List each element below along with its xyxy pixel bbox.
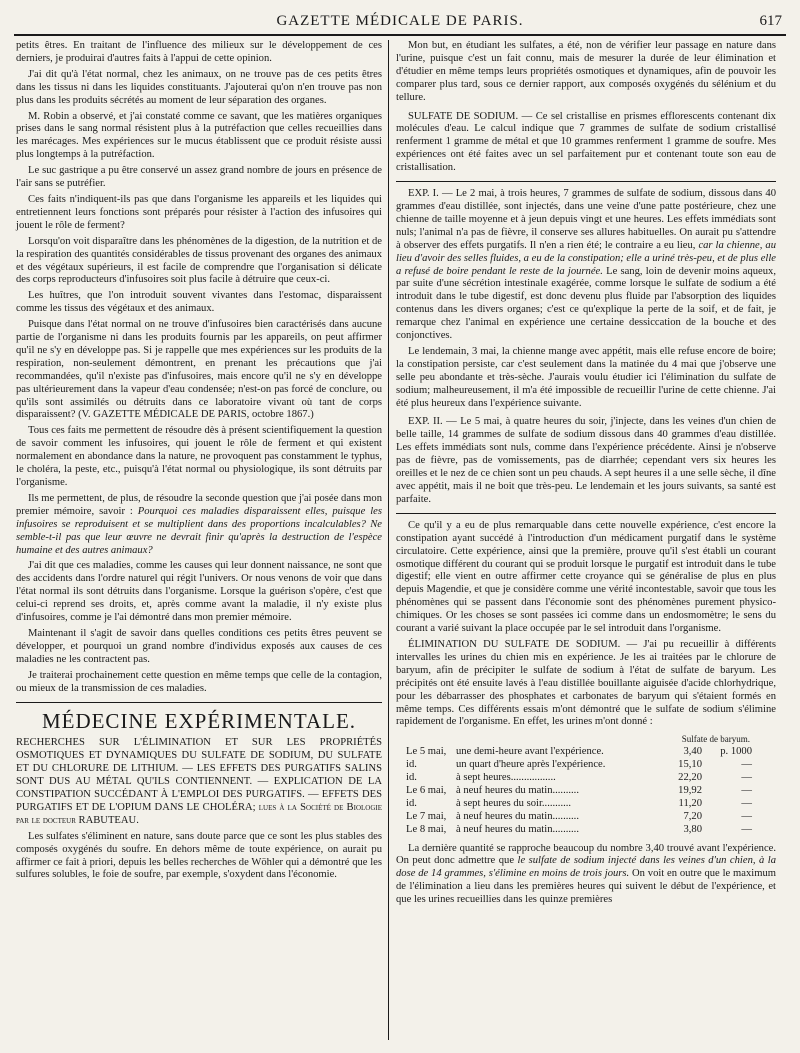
paragraph: Tous ces faits me permettent de résoudre dès à présent scientifiquement la question de savoir comment les infusoires, qui jouent le rôle de ferment et qui existent normalement en abondance dans la nature, ne provoquent pas constamment le typhus, le choléra, la peste, etc., puisqu'à l'état normal ou physiologique, ils sont détruits par l'organisme. xyxy=(16,425,382,488)
table-cell-unit: — xyxy=(741,759,752,771)
elimination-paragraph xyxy=(396,639,776,729)
divider-rule xyxy=(396,181,776,182)
table-cell-time: un quart d'heure après l'expérience. xyxy=(456,759,606,771)
sulfate-table xyxy=(406,733,776,836)
journal-title: GAZETTE MÉDICALE DE PARIS. xyxy=(276,13,524,29)
paragraph: Puisque dans l'état normal on ne trouve d'infusoires bien caractérisés dans aucune partie de l'organisme ni dans les produits fournis par les appareils, on peut affirmer qu'il ne s'y en développe pas. Si je rappelle que mes expériences sur les produits de la respiration, non-seulement démontrent, en prenant les précautions que j'ai recommandées, qu'il n'existe pas d'infusoires, mais encore qu'il ne s'y en développe pas ultérieurement dans la vapeur d'eau condensée; n'est-on pas forcé de conclure, ou qu'ils sont assimilés ou détruits dans ce laboratoire vivant où tant de corps disparaissent? (V. GAZETTE MÉDICALE DE PARIS, octobre 1867.) xyxy=(16,319,382,421)
table-row xyxy=(406,772,776,785)
table-cell-date: Le 5 mai, xyxy=(406,746,447,758)
table-cell-unit: — xyxy=(741,810,752,822)
table-cell-time: à sept heures du soir........... xyxy=(456,797,572,809)
table-cell-value: 3,40 xyxy=(683,746,702,758)
table-row xyxy=(406,785,776,798)
paragraph: Maintenant il s'agit de savoir dans quelles conditions ces petits êtres peuvent se développer, et pourquoi un grand nombre d'individus exposés aux causes de ces maladies ne les contractent pas. xyxy=(16,627,382,665)
table-row xyxy=(406,746,776,759)
paragraph: Lorsqu'on voit disparaître dans les phénomènes de la digestion, de la nutrition et de la respiration des quantités considérables de tissus provenant des organes des animaux et des végétaux supérieurs, il est facile de comprendre que l'organisation si délicate des corps reproducteurs d'infusoires soit plus facile à détruire que ceux-ci. xyxy=(16,235,382,286)
exp1-text-a: — Le 2 mai, à trois heures, 7 grammes de sulfate de sodium, dissous dans 40 grammes d'eau distillée, sont injectés, dans une veine d'une patte postérieure, chez une chienne de taille moyenne et à jeun depuis vingt et une heures. Les effets immédiats sont nuls; l'animal n'a pas de fièvre, il conserve ses allures habituelles. On aurait pu s'attendre à observer des effets purgatifs. Il n'en a rien été; le contraire a eu lieu, xyxy=(396,188,776,251)
right-column xyxy=(396,40,776,910)
table-cell-date: Le 7 mai, xyxy=(406,810,447,822)
table-cell-date: id. xyxy=(406,759,417,771)
table-cell-time: à neuf heures du matin.......... xyxy=(456,784,579,796)
table-cell-date: id. xyxy=(406,797,417,809)
table-cell-time: à sept heures................. xyxy=(456,772,556,784)
exp1-label: EXP. I. xyxy=(408,188,439,200)
table-cell-date: Le 6 mai, xyxy=(406,784,447,796)
table-cell-unit: — xyxy=(741,772,752,784)
table-cell-value: 15,10 xyxy=(678,759,702,771)
table-cell-unit: — xyxy=(741,797,752,809)
table-row xyxy=(406,811,776,824)
paragraph: Le suc gastrique a pu être conservé un assez grand nombre de jours en présence de l'air sans se putréfier. xyxy=(16,165,382,190)
paragraph: Ces faits n'indiquent-ils pas que dans l'organisme les appareils et les liquides qui entretiennent leurs fonctions sont préparés pour résister à l'action des infusoires qui jouent le rôle de ferment? xyxy=(16,193,382,231)
conclusion-text-b: On voit en outre que le maximum de l'élimination a lieu dans les premières heures qui suivent le début de l'expérience, et que les urines recueillies dans les quinze premières xyxy=(396,868,776,906)
paragraph: J'ai dit que ces maladies, comme les causes qui leur donnent naissance, ne sont que des accidents dans l'ordre naturel qui régit l'univers. Or nous venons de voir que dans l'état normal ils sont détruits dans l'organisme. Lorsque la guérison s'opère, c'est que celui-ci reprend ses droits, et, après comme avant la maladie, il n'y existe plus d'infusoires, comme je l'ai démontré dans mon premier mémoire. xyxy=(16,560,382,624)
paragraph: Mon but, en étudiant les sulfates, a été, non de vérifier leur passage en nature dans l'urine, puisque c'est un fait connu, mais de mesurer la durée de leur élimination et d'étudier en même temps leurs propriétés osmotiques et dynamiques, afin de pouvoir les comparer plus tard, sous ce dernier rapport, aux composés oxygénés du sélénium et du tellure. xyxy=(396,40,776,103)
table-cell-value: 22,20 xyxy=(678,772,702,784)
exp1-italic: car la chienne, au lieu d'avoir des selles fluides, a eu de la constipation; elle a uriné très-peu, et de plus elle a refusé de boire pendant le reste de la journée. xyxy=(396,239,776,277)
exp2-text: — Le 5 mai, à quatre heures du soir, j'injecte, dans les veines d'un chien de belle taille, 14 grammes de sulfate de sodium dissous dans 40 grammes d'eau distillée. Les effets immédiats sont nuls, comme dans l'expérience précédente. Ainsi je n'observe pas de fièvre, pas de vomissements, pas de diarrhée; cependant vers six heures les oreilles et le nez de ce chien sont un peu chauds. A sept heures il a une selle sèche, il dîne avec appétit, mais il ne boit que très-peu. Le lendemain et les jours suivants, sa santé est parfaite. xyxy=(396,416,776,505)
exp2-label: EXP. II. xyxy=(408,416,443,428)
sulfate-label: SULFATE DE SODIUM. xyxy=(408,110,519,122)
question-italic: Pourquoi ces maladies disparaissent elles, puisque les infusoires se reproduisent et se multiplient dans des proportions incalculables? Ne semble-t-il pas que leur œuvre ne devrait finir qu'après la destruction de l'espèce humaine et des autres animaux? xyxy=(16,505,382,556)
experiment-1 xyxy=(396,188,776,343)
article-subtitle: RECHERCHES SUR L'ÉLIMINATION ET SUR LES PROPRIÉTÉS OSMOTIQUES ET DYNAMIQUES DU SULFATE DE SODIUM, DU SULFATE ET DU CHLORURE DE LITHIUM. — LES EFFETS DES PURGATIFS SALINS SONT DUS AU MÉTAL QU'ILS CONTIENNENT. — EXPLICATION DE LA CONSTIPATION SUCCÉDANT À L'EMPLOI DES PURGATIFS. — EFFETS DES PURGATIFS ET DE L'OPIUM DANS LE CHOLÉRA; lues à la Société de Biologie par le docteur RABUTEAU. xyxy=(16,737,382,826)
conclusion-text-a: La dernière quantité se rapproche beaucoup du nombre 3,40 trouvé avant l'expérience. On peut donc admettre que xyxy=(396,842,776,867)
page-header xyxy=(14,10,786,36)
paragraph: Les sulfates s'éliminent en nature, sans doute parce que ce sont les plus stables des composés oxygénés du soufre. En dehors même de toute expérience, on aurait pu affirmer ce fait à priori, depuis les belles recherches de Wöhler qui a démontré que les sulfures solubles, le foie de soufre, par exemple, s'oxydent dans l'économie. xyxy=(16,830,382,881)
section-title: MÉDECINE EXPÉRIMENTALE. xyxy=(41,708,357,733)
paragraph: Le lendemain, 3 mai, la chienne mange avec appétit, mais elle refuse encore de boire; la constipation persiste, car c'est seulement dans la matinée du 4 mai que j'observe une selle peu abondante et très-sèche. J'aurais voulu étudier ici l'élimination du sulfate de sodium; malheureusement, il m'a été impossible de recueillir l'urine de cette chienne. J'ai été plus heureux dans l'expérience suivante. xyxy=(396,345,776,409)
table-cell-value: 19,92 xyxy=(678,784,702,796)
conclusion-italic: le sulfate de sodium injecté dans les veines d'un chien, à la dose de 14 grammes, s'élimine en moins de trois jours. xyxy=(396,855,777,880)
paragraph: petits êtres. En traitant de l'influence des milieux sur le développement de ces derniers, je produirai d'autres faits à l'appui de cette opinion. xyxy=(16,40,382,64)
exp1-text-b: Le sang, loin de devenir moins aqueux, par suite d'une sécrétion intestinale exagérée, comme lorsque le sulfate de sodium a été introduit dans le tube digestif, est donc devenu plus fluide par l'absorption des liquides contenus dans les divers organes; c'est ce qu'explique la perte de la soif, et de fait, je remarque chez l'animal en expérience une certaine dessiccation de la bouche et des conjonctives. xyxy=(396,265,776,342)
table-cell-value: 11,20 xyxy=(678,797,702,809)
table-cell-unit: — xyxy=(741,823,752,835)
paragraph: J'ai dit qu'à l'état normal, chez les animaux, on ne trouve pas de ces petits êtres dans les tissus ni dans les liquides constituants. J'ajouterai qu'on n'en trouve pas non plus dans les produits sécrétés au moment de leur séparation des organes. xyxy=(16,68,382,106)
column-divider xyxy=(388,40,389,1040)
page-number: 617 xyxy=(759,13,782,29)
table-cell-unit: — xyxy=(741,784,752,796)
table-row xyxy=(406,824,776,837)
table-cell-date: Le 8 mai, xyxy=(406,823,447,835)
sulfate-text: — Ce sel cristallise en prismes efflorescents contenant dix molécules d'eau. Le calcul indique que 7 grammes de sulfate de sodium cristallisé renferment 1 gramme de métal et que 10 grammes renferment 1 gramme de soufre. Mes expériences ont été faites avec un sel parfaitement pur et contenant toute son eau de cristallisation. xyxy=(396,110,776,174)
table-cell-unit: p. 1000 xyxy=(720,746,752,758)
table-cell-time: une demi-heure avant l'expérience. xyxy=(456,746,604,758)
left-column xyxy=(16,40,382,885)
table-cell-time: à neuf heures du matin.......... xyxy=(456,823,579,835)
paragraph: Je traiterai prochainement cette question en même temps que celle de la contagion, ou mieux de la transmission de ces maladies. xyxy=(16,669,382,694)
divider-rule xyxy=(396,513,776,514)
paragraph: M. Robin a observé, et j'ai constaté comme ce savant, que les matières organiques prises dans le sang normal résistent plus à la putréfaction que celles recueillies dans les marécages. Mes expériences sur le mucus établissent que ce produit résiste aussi plus longtemps à la putréfaction. xyxy=(16,110,382,161)
paragraph: Ce qu'il y a eu de plus remarquable dans cette nouvelle expérience, c'est encore la constipation ayant succédé à l'introduction d'un médicament purgatif dans le système circulatoire. Cette expérience, ainsi que la première, prouve qu'il s'est établi un courant osmotique différent du courant qui se produit lorsque le purgatif est introduit dans le tube digestif; elle vient en outre affirmer cette croyance qui se généralise de plus en plus depuis Magendie, et que je considère comme une vérité incontestable, savoir que tous les phénomènes qui se passent dans l'économie sont des phénomènes purement physico-chimiques. Or les choses se sont passées ici comme dans un endosmomètre; le sens du courant a varié suivant la place occupée par le sel introduit dans l'organisme. xyxy=(396,519,776,635)
table-cell-value: 7,20 xyxy=(683,810,702,822)
table-header: Sulfate de baryum. xyxy=(681,734,750,745)
table-row xyxy=(406,798,776,811)
table-row xyxy=(406,759,776,772)
question-intro: Ils me permettent, de plus, de résoudre la seconde question que j'ai posée dans mon premier mémoire, savoir : xyxy=(16,492,382,517)
elimination-label: ÉLIMINATION DU SULFATE DE SODIUM. xyxy=(408,638,621,650)
elimination-text: — J'ai pu recueillir à différents intervalles les urines du chien mis en expérience. Je les ai traitées par le chlorure de baryum, afin de précipiter le sulfate de sodium à l'état de sulfate de baryum. Les précipités ont été ensuite lavés à l'eau distillée bouillante aiguisée d'acide chlorhydrique, pour les débarrasser des phosphates et carbonates de baryum qui s'étaient formés en même temps. Ces différents essais m'ont démontré que le sulfate de sodium s'élimine rapidement de l'organisme. En effet, les urines m'ont donné : xyxy=(396,638,776,728)
experiment-2 xyxy=(396,416,776,506)
table-cell-time: à neuf heures du matin.......... xyxy=(456,810,579,822)
section-rule xyxy=(16,702,382,703)
question-paragraph xyxy=(16,493,382,558)
table-cell-value: 3,80 xyxy=(683,823,702,835)
sulfate-paragraph xyxy=(396,111,776,176)
paragraph: Les huîtres, que l'on introduit souvent vivantes dans l'estomac, disparaissent comme les tissus des végétaux et des animaux. xyxy=(16,290,382,315)
conclusion-paragraph xyxy=(396,843,776,908)
table-cell-date: id. xyxy=(406,772,417,784)
